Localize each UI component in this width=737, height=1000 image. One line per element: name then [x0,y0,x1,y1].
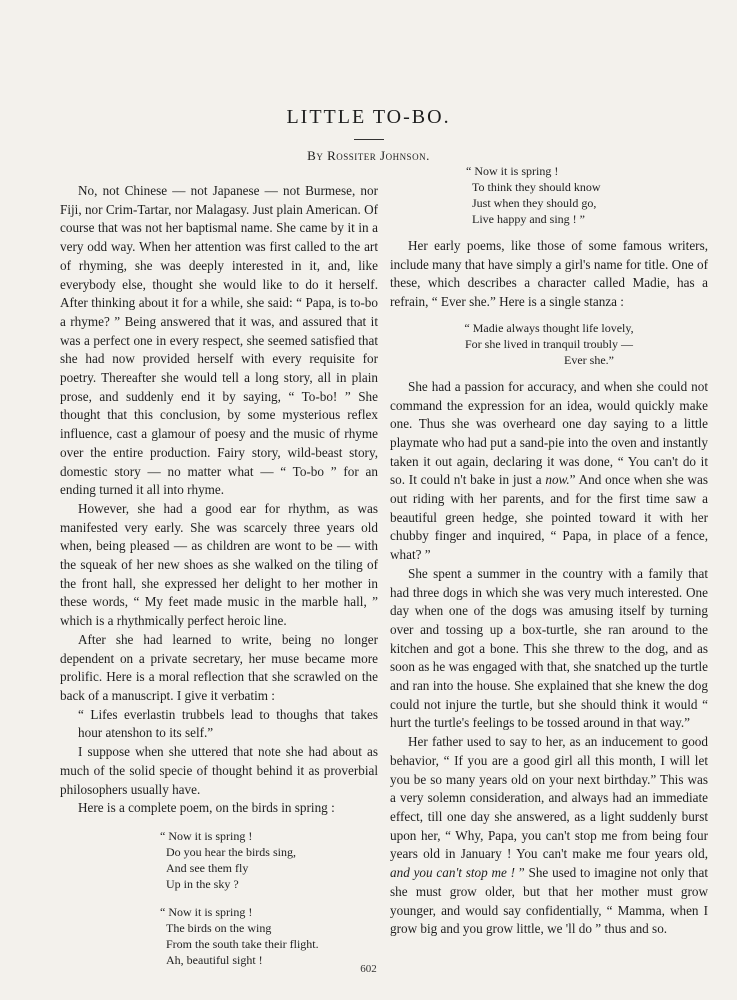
paragraph [390,378,708,565]
spring-poem-continued [390,163,708,227]
text-run: ” She used to imagine not only that she must grow older, but that her mother must grow younger, and would say confidentially, “ Mamma, when I grow big and you grow little, we 'll do ” thus and so. [390,865,708,937]
poem-line: Ah, beautiful sight ! [166,952,263,967]
madie-stanza [390,320,708,368]
poem-line: Live happy and sing ! ” [472,212,585,226]
poem-line: Up in the sky ? [166,876,239,891]
verbatim-quote: “ Lifes everlastin trubbels lead to thoughs that takes hour atenshon to its self.” [78,706,378,741]
paragraph: She spent a summer in the country with a family that had three dogs in which she was very much interested. One day when one of the dogs was amusing itself by turning over and tossing up a box-turtle, she ran around to the kitchen and got a bone. This she threw to the dog, and as soon as he was engaged with that, she snatched up the turtle and ran into the house. She explained that she knew the dog could not injure the turtle, but she should think it would “ hurt the turtle's feelings to be tossed around in that way.” [390,565,708,731]
paragraph: I suppose when she uttered that note she had about as much of the solid specie of thought behind it as proverbial philosophers usually have. [60,744,378,797]
paragraph: However, she had a good ear for rhythm, as was manifested very early. She was scarcely three years old when, being pleased — as children are wont to be — with the squeak of her new shoes as she walked on the tiling of the front hall, she expressed her delight to her mother in these words, “ My feet made music in the marble hall, ” which is a rhythmically perfect heroic line. [60,500,378,629]
text-run: Her father used to say to her, as an inducement to good behavior, “ If you are a good girl all this month, I will let you be so many years old on your next birthday.” This was a very solemn consideration, and always had an immediate effect, till one day she answered, as a light suddenly burst upon her, “ Why, Papa, you can't stop me from being four years old in January ! You can't make me four years old, [390,734,708,862]
paragraph: Here is a complete poem, on the birds in spring : [78,800,335,816]
page-number: 602 [360,963,377,975]
spring-poem [60,828,378,968]
byline-prefix: By [307,148,324,163]
poem-line: And see them fly [166,860,249,875]
left-column [60,182,378,978]
byline-author: Rossiter Johnson. [327,148,430,163]
paragraph: After she had learned to write, being no longer dependent on a private secretary, her muse became more prolific. Here is a moral reflection that she scrawled on the back of a manuscript. I give it verbatim : [60,631,378,703]
title-rule [354,139,384,140]
emphasis: now. [545,472,570,488]
article-title: LITTLE TO-BO. [286,106,451,128]
poem-stanza [466,163,708,227]
poem-line: From the south take their flight. [166,936,319,951]
paragraph: Her early poems, like those of some famous writers, include many that have simply a girl's name for title. One of these, which describes a character called Madie, has a refrain, “ Ever she.” Here is a single stanza : [390,238,708,310]
poem-stanza [160,828,378,892]
text-run: She had a passion for accuracy, and when she could not command the expression for an idea, would quickly make one. Thus she was overheard one day saying to a little playmate who had put a sand-pie into the oven and instantly taken it out again, declaring it was done, “ You can't do it so. It could n't bake in just a [390,378,708,488]
paragraph: No, not Chinese — not Japanese — not Burmese, nor Fiji, nor Crim-Tartar, nor Malagasy. Just plain American. Of course that was not her baptismal name. She came by it in a very odd way. When her attention was first called to the art of rhyming, she was deeply interested in it, and, like everybody else, thought she would like to do it herself. After thinking about it for a while, she said: “ Papa, is to-bo a rhyme? ” Being answered that it was, and assured that it was a perfect one in every respect, she seemed satisfied that she had now provided herself with every requisite for poetry. Thereafter she would tell a long story, all in plain prose, and suddenly end it by saying, “ To-bo! ” She thought that this conclusion, by some mysterious reflex influence, cast a glamour of poesy and the music of rhyme over the entire production. Fairy story, wild-beast story, domestic story — no matter what — “ To-bo ” for an ending turned it all into rhyme. [60,183,378,498]
poem-line: To think they should know [472,180,601,194]
paragraph [390,733,708,939]
poem-line: “ Madie always thought life lovely, [464,320,634,335]
byline [0,148,737,164]
text-run: ” And once when she was out riding with her parents, and for the first time saw a beautiful green hedge, she pointed toward it with her chubby finger and inquired, “ Papa, in place of a fence, what? ” [390,472,708,563]
emphasis: and you can't stop me ! [390,865,516,881]
poem-line: Ever she.” [564,352,614,367]
poem-line: Do you hear the birds sing, [166,844,296,859]
poem-line: For she lived in tranquil troubly — [465,336,633,351]
poem-line: “ Now it is spring ! [160,828,253,843]
poem-line: “ Now it is spring ! [160,904,253,919]
poem-line: The birds on the wing [166,920,272,935]
right-column [390,163,708,939]
poem-line: Just when they should go, [472,196,597,210]
poem-stanza [160,904,378,968]
poem-line: “ Now it is spring ! [466,164,559,178]
